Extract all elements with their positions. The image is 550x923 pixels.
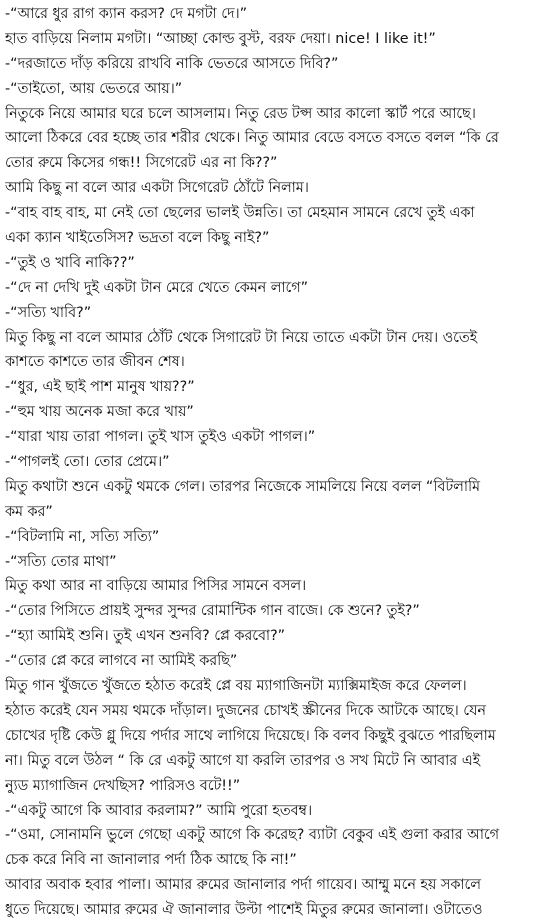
text-line: -“একটু আগে কি আবার করলাম?” আমি পুরো হতবম্ব। <box>5 802 313 819</box>
text-line: -“হ্যা আমিই শুনি। তুই এখন শুনবি? প্লে করবো?” <box>5 628 286 645</box>
text-line: না। মিতু বলে উঠল “ কি রে একটু আগে যা করলি তারপর ও সখ মিটে নি আবার এই <box>5 752 481 769</box>
text-line: হঠাত করেই যেন সময় থমকে দাঁড়াল। দুজনের চোখই স্ক্রীনের দিকে আটকে আছে। যেন <box>5 702 486 719</box>
text-line: মিতু কথা আর না বাড়িয়ে আমার পিসির সামনে বসল। <box>5 578 307 595</box>
text-line: -“তোর পিসিতে প্রায়ই সুন্দর সুন্দর রোমান্টিক গান বাজে। কে শুনে? তুই?” <box>5 603 420 620</box>
text-line: -“তাইতো, আয় ভেতরে আয়।” <box>5 80 183 97</box>
text-line: নিতুকে নিয়ে আমার ঘরে চলে আসলাম। নিতু রেড টপ্স আর কালো স্কার্ট পরে আছে। <box>5 105 476 122</box>
text-line: -“যারা খায় তারা পাগল। তুই খাস তুইও একটা পাগল।” <box>5 429 316 446</box>
text-line: -“বাহ বাহ বাহ, মা নেই তো ছেলের ভালই উন্নতি। তা মেহমান সামনে রেখে তুই একা <box>5 205 475 222</box>
text-line: মিতু কথাটা শুনে একটু থমকে গেল। তারপর নিজেকে সামলিয়ে নিয়ে বলল “বিটলামি <box>5 478 480 495</box>
text-line: চেক করে নিবি না জানালার পর্দা ঠিক আছে কি না!” <box>5 852 297 869</box>
text-line: -“বিটলামি না, সত্যি সত্যি” <box>5 528 160 545</box>
text-line: -“পাগলই তো। তোর প্রেমে।” <box>5 454 170 471</box>
text-line: -“তোর প্লে করে লাগবে না আমিই করছি” <box>5 653 238 670</box>
text-line: মিতু কিছু না বলে আমার ঠোঁট থেকে সিগারেট টা নিয়ে তাতে একটা টান দেয়। ওতেই <box>5 329 478 346</box>
text-line: -“ওমা, সোনামনি ভুলে গেছো একটু আগে কি করেছ? ব্যাটা বেকুব এই গুলা করার আগে <box>5 827 499 844</box>
text-line: -“আরে ধুর রাগ ক্যান করস? দে মগটা দে।” <box>5 6 248 22</box>
text-line: কাশতে কাশতে তার জীবন শেষ। <box>5 354 185 371</box>
text-line: ন্যুড ম্যাগাজিন দেখছিস? পারিসও বটে!!” <box>5 777 241 794</box>
text-line: চোখের দৃষ্টি কেউ গ্লু দিয়ে পর্দার সাথে লাগিয়ে দিয়েছে। কি বলব কিছুই বুঝতে পারছিলাম <box>5 727 496 744</box>
text-line: -“ধুর, এই ছাই পাশ মানুষ খায়??” <box>5 379 195 396</box>
text-line: কম কর” <box>5 503 53 520</box>
text-line: ধুতে দিয়েছে। আমার রুমের ঐ জানালার উল্টা পাশেই মিতুর রুমের জানালা। ওটাতেও <box>5 902 483 919</box>
text-line: -“সত্যি তোর মাথা” <box>5 553 117 570</box>
text-line: আবার অবাক হবার পালা। আমার রুমের জানালার পর্দা গায়েব। আম্মু মনে হয় সকালে <box>5 877 481 894</box>
text-line: মিতু গান খুঁজতে খুঁজতে হঠাত করেই প্লে বয় ম্যাগাজিনটা ম্যাক্সিমাইজ করে ফেলল। <box>5 678 467 695</box>
text-line: -“দরজাতে দাঁড় করিয়ে রাখবি নাকি ভেতরে আসতে দিবি?” <box>5 55 339 72</box>
text-line: -“সত্যি খাবি?” <box>5 304 92 321</box>
text-line: আলো ঠিকরে বের হচ্ছে তার শরীর থেকে। নিতু আমার বেডে বসতে বসতে বলল “কি রে <box>5 130 499 147</box>
text-line: আমি কিছু না বলে আর একটা সিগেরেট ঠোঁটে নিলাম। <box>5 180 309 197</box>
text-line: হাত বাড়িয়ে নিলাম মগটা। “আচ্ছা কোল্ড বুস্ট, বরফ দেয়া। nice! I like it!” <box>5 30 436 47</box>
text-line: -“তুই ও খাবি নাকি??” <box>5 254 135 271</box>
text-line: -“হুম খায় অনেক মজা করে খায়” <box>5 404 194 421</box>
text-line: একা ক্যান খাইতেসিস? ভদ্রতা বলে কিছু নাই?” <box>5 230 270 247</box>
text-line: তোর রুমে কিসের গন্ধ!! সিগেরেট এর না কি??” <box>5 155 278 172</box>
text-line: -“দে না দেখি দুই একটা টান মেরে খেতে কেমন লাগে” <box>5 279 309 296</box>
